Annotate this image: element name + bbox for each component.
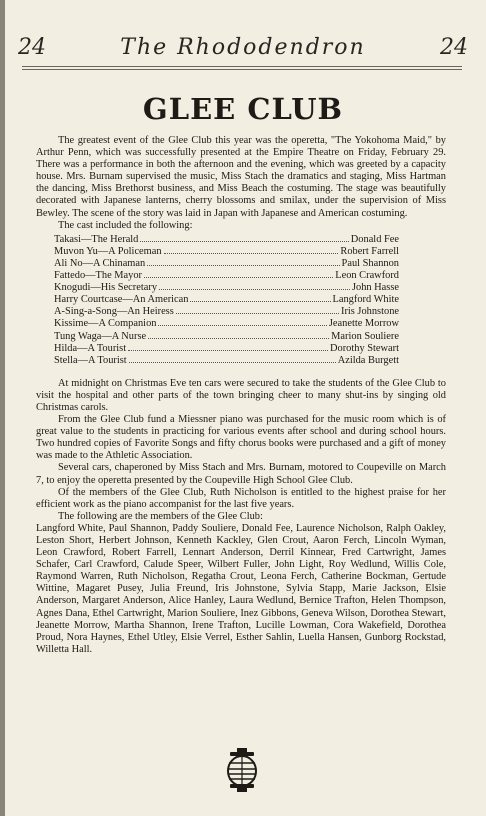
cast-role: Kissime—A Companion (54, 318, 157, 330)
cast-actor: Marion Souliere (331, 330, 399, 342)
leader-dots (190, 293, 330, 302)
header-rule-bottom (22, 69, 462, 70)
cast-role: Ali No—A Chinaman (54, 257, 146, 269)
cast-role: Knogudi—His Secretary (54, 282, 158, 294)
cast-row (54, 281, 399, 293)
cast-role: Fattedo—The Mayor (54, 270, 143, 282)
cast-actor: Dorothy Stewart (330, 342, 399, 354)
page-header (18, 30, 468, 64)
leader-dots (159, 281, 350, 290)
cast-actor: Jeanette Morrow (328, 318, 399, 330)
cast-row (54, 233, 399, 245)
cast-row (54, 317, 399, 329)
leader-dots (148, 330, 329, 339)
cast-role: Harry Courtcase—An American (54, 294, 189, 306)
cast-actor: Iris Johnstone (340, 306, 399, 318)
cast-actor: Donald Fee (350, 233, 399, 245)
cast-role: Stella—A Tourist (54, 354, 127, 366)
cast-role: Muvon Yu—A Policeman (54, 245, 162, 257)
paragraph-christmas: At midnight on Christmas Eve ten cars were secured to take the students of the Glee Club to visit the hospital and other parts of the town bringing cheer to many shut-ins by singing old Christmas carols. (36, 377, 446, 413)
cast-intro: The cast included the following: (58, 219, 193, 231)
header-rule-top (22, 66, 462, 67)
paragraph-coupeville: Several cars, chaperoned by Miss Stach and Mrs. Burnam, motored to Coupeville on March 7, to enjoy the operetta presented by the Coupeville High School Glee Club. (36, 462, 446, 486)
cast-role: Takasi—The Herald (54, 233, 139, 245)
page-number-left: 24 (18, 34, 46, 60)
leader-dots (158, 317, 326, 326)
cast-row (54, 305, 399, 317)
cast-role: Hilda—A Tourist (54, 342, 127, 354)
leader-dots (176, 305, 339, 314)
paragraph-piano: From the Glee Club fund a Miessner piano was purchased for the music room which is of great value to the students in practicing for various events after school and during school hours. Two hundred copies of Favorite Songs and fifty chorus books were purchased and a gift of money was made to the Athletic Association. (36, 414, 446, 462)
cast-role: A-Sing-a-Song—An Heiress (54, 306, 174, 318)
paragraph-operetta: The greatest event of the Glee Club this year was the operetta, "The Yokohoma Maid," by Arthur Penn, which was successfully presented at the Empire Theatre on Friday, February 29. There was a performance in both the afternoon and the evening, which was greeted by a capacity house. Mrs. Burnam supervised the music, Miss Stach the dramatics and staging, Miss Hartman the dancing, Miss Brethorst business, and Miss Beach the costuming. The stage was beautifully decorated with Japanese lanterns, cherry blossoms and smilax, under the supervision of Miss Bewley. The scene of the story was laid in Japan with Japanese and American costuming. (36, 135, 446, 219)
leader-dots (140, 233, 348, 242)
cast-row (54, 257, 399, 269)
cast-actor: Robert Farrell (340, 245, 399, 257)
cast-row (54, 245, 399, 257)
page-number-right: 24 (439, 34, 468, 60)
cast-row (54, 269, 399, 281)
article-body (36, 135, 446, 656)
paragraph-accompanist: Of the members of the Glee Club, Ruth Nicholson is entitled to the highest praise for her efficient work as the piano accompanist for the last five years. (36, 486, 446, 510)
cast-actor: John Hasse (351, 282, 399, 294)
cast-actor: Langford White (332, 294, 399, 306)
cast-row (54, 354, 399, 366)
leader-dots (129, 354, 336, 363)
members-list: Langford White, Paul Shannon, Paddy Souliere, Donald Fee, Laurence Nicholson, Ralph Oakley, Leston Short, Herbert Johnson, Kenneth Kackley, Glen Crout, Aaron Ferch, Lincoln Wyman, Leon Crawford, Robert Farrell, Lennart Anderson, Derril Kinnear, Fred Cartwright, James Schafer, Carl Crawford, Calude Speer, Wilbert Fuller, John Light, Roy Wedlund, Willis Cole, Raymond Warren, Ruth Nicholson, Regatha Crout, Leona Ferch, Catherine Bockman, Gertude Wittine, Magaret Pusey, Julia Freund, Iris Johnstone, Sylvia Stapp, Marie Jackson, Elsie Anderson, Margaret Anderson, Alice Hanley, Laura Wedlund, Bernice Trafton, Helen Thompson, Agnes Dana, Ethel Cartwright, Marion Souliere, Inez Gibbons, Geneva Wilson, Dorothea Stewart, Jeanette Morrow, Martha Shannon, Irene Trafton, Lucille Lowman, Cora Wakefield, Dorothea Proud, Nora Haynes, Ethel Utley, Elsie Verrel, Esther Sahlin, Luella Hansen, Gunborg Rockstad, Willetta Hall. (36, 522, 446, 655)
cast-row (54, 330, 399, 342)
cast-role: Tung Waga—A Nurse (54, 330, 147, 342)
cast-actor: Leon Crawford (335, 270, 399, 282)
members-intro: The following are the members of the Glee Club: (58, 510, 263, 522)
leader-dots (164, 245, 339, 254)
lantern-icon (226, 748, 258, 792)
leader-dots (128, 342, 328, 351)
cast-actor: Azilda Burgett (337, 354, 399, 366)
cast-row (54, 342, 399, 354)
leader-dots (144, 269, 333, 278)
yearbook-title: The Rhododendron (120, 34, 366, 60)
leader-dots (147, 257, 339, 266)
section-heading: GLEE CLUB (142, 92, 344, 126)
cast-row (54, 293, 399, 305)
cast-actor: Paul Shannon (341, 257, 399, 269)
cast-list (54, 233, 399, 366)
